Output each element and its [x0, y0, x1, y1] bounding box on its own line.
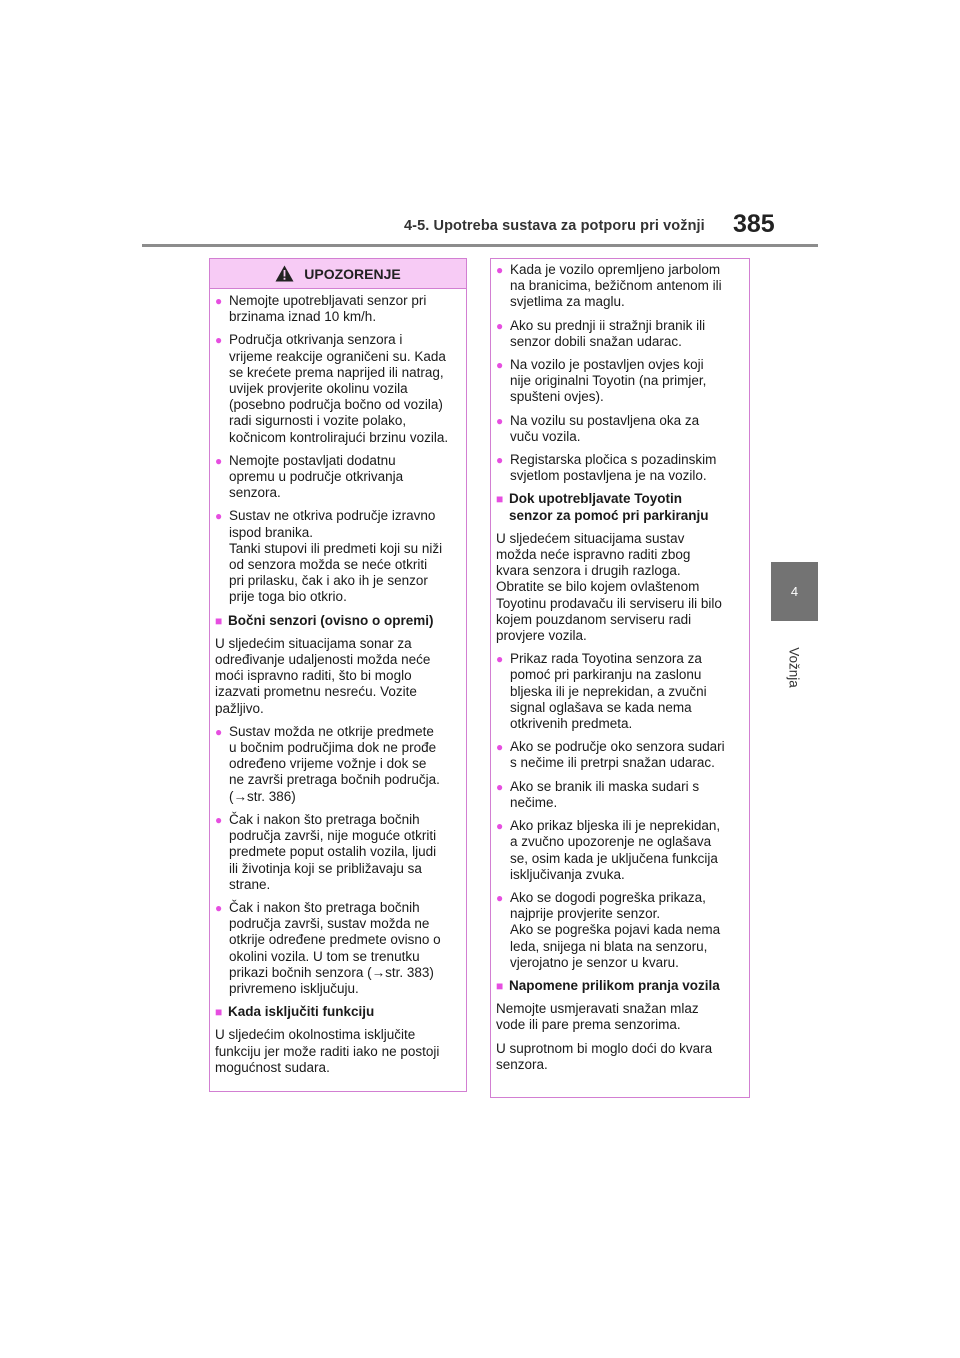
item-text: Registarska pločica s pozadinskim svjetlom postavljena je na vozilo.	[510, 452, 717, 484]
paragraph: U suprotnom bi moglo doći do kvara senzora.	[496, 1040, 713, 1072]
bullet-item	[496, 452, 744, 484]
bullet-dot-icon: ●	[496, 890, 504, 905]
section-heading	[496, 491, 744, 523]
bullet-item	[215, 332, 461, 445]
bullet-item	[496, 357, 744, 406]
item-text: Ako se dogodi pogreška prikaza, najprije provjerite senzor. Ako se pogreška pojavi kada nema leda, snijega ni blata na senzoru, vjerojatno je senzor u kvaru.	[510, 889, 721, 970]
bullet-item	[496, 651, 744, 732]
paragraph: U sljedećim situacijama sonar za određivanje udaljenosti možda neće moći ispravno raditi, što bi moglo izazvati prometnu nesreću. Vozite pažljivo.	[215, 635, 431, 716]
bullet-dot-icon: ●	[496, 318, 504, 333]
item-text: Sustav ne otkriva područje izravno ispod branika. Tanki stupovi ili predmeti koji su niži od senzora možda se neće otkriti pri prilasku, čak i ako ih je senzor prije toga bio otkrio.	[229, 508, 443, 605]
item-text: Sustav možda ne otkrije predmete u bočnim područjima dok ne prođe određeno vrijeme vožnje i dok se ne završi pretraga bočnih područja. (→str. 386)	[229, 723, 440, 804]
bullet-item	[215, 812, 461, 893]
bullet-item	[496, 413, 744, 445]
bullet-dot-icon: ●	[496, 263, 504, 277]
item-text: Dok upotrebljavate Toyotin senzor za pomoć pri parkiranju	[509, 491, 709, 523]
bullet-dot-icon: ●	[215, 509, 223, 524]
item-text: Ako prikaz bljeska ili je neprekidan, a zvučno upozorenje ne oglašava se, osim kada je uključena funkcija isključivanja zvuka.	[510, 818, 721, 882]
section-heading	[215, 613, 461, 629]
header-rule	[142, 244, 818, 247]
bullet-dot-icon: ●	[496, 740, 504, 755]
right-column-box	[490, 258, 750, 1098]
bullet-item	[215, 724, 461, 805]
bullet-dot-icon: ●	[496, 652, 504, 667]
warning-body	[210, 289, 466, 1076]
bullet-item	[496, 779, 744, 811]
warning-box	[209, 258, 467, 1092]
chapter-tab[interactable]	[771, 562, 818, 621]
section-title: 4-5. Upotreba sustava za potporu pri vožnji	[404, 218, 705, 234]
section-heading	[215, 1004, 461, 1020]
bullet-item	[215, 293, 461, 325]
item-text: Čak i nakon što pretraga bočnih područja završi, nije moguće otkriti predmete poput ostalih vozila, ljudi ili životinja koji se približavaju sa strane.	[229, 811, 437, 892]
bullet-dot-icon: ●	[215, 453, 223, 468]
bullet-item	[496, 739, 744, 771]
warning-title: UPOZORENJE	[304, 265, 401, 282]
bullet-dot-icon: ●	[215, 900, 223, 915]
item-text: Nemojte upotrebljavati senzor pri brzinama iznad 10 km/h.	[229, 293, 427, 325]
item-text: Napomene prilikom pranja vozila	[509, 977, 720, 993]
bullet-item	[496, 318, 744, 350]
bullet-dot-icon: ●	[215, 333, 223, 348]
item-text: Čak i nakon što pretraga bočnih područja završi, sustav možda ne otkrije određene predmete ovisno o okolini vozila. U tom se trenutku prikazi bočnih senzora (→str. 383) privremeno isključuju.	[229, 899, 441, 996]
heading-square-icon: ■	[215, 613, 223, 628]
page-number: 385	[733, 210, 775, 238]
chapter-number: 4	[790, 584, 799, 599]
bullet-item	[496, 890, 744, 971]
bullet-dot-icon: ●	[496, 453, 504, 468]
bullet-dot-icon: ●	[496, 779, 504, 794]
item-text: Nemojte postavljati dodatnu opremu u područje otkrivanja senzora.	[229, 452, 404, 501]
bullet-item	[215, 900, 461, 997]
item-text: Prikaz rada Toyotina senzora za pomoć pri parkiranju na zaslonu bljeska ili je neprekidan, a zvučni signal oglašava se kada nema otkrivenih predmeta.	[510, 651, 707, 732]
paragraph: U sljedećem situacijama sustav možda neće ispravno raditi zbog kvara senzora i drugih razloga. Obratite se bilo kojem ovlaštenom Toyotinu prodavaču ili serviseru ili bilo kojem pouzdanom serviseru radi provjere vozila.	[496, 530, 722, 644]
bullet-dot-icon: ●	[496, 819, 504, 834]
bullet-item	[496, 818, 744, 883]
item-text: Na vozilo je postavljen ovjes koji nije originalni Toyotin (na primjer, spušteni ovjes).	[510, 357, 707, 405]
bullet-dot-icon: ●	[215, 724, 223, 739]
bullet-dot-icon: ●	[496, 413, 504, 428]
chapter-label: Vožnja	[786, 647, 802, 688]
bullet-item	[496, 262, 744, 311]
item-text: Ako se branik ili maska sudari s nečime.	[510, 778, 700, 810]
paragraph: U sljedećim okolnostima isključite funkciju jer može raditi iako ne postoji mogućnost sudara.	[215, 1027, 440, 1075]
item-text: Kada isključiti funkciju	[228, 1004, 375, 1020]
item-text: Ako se područje oko senzora sudari s nečime ili pretrpi snažan udarac.	[510, 739, 725, 771]
heading-square-icon: ■	[496, 978, 504, 993]
bullet-dot-icon: ●	[215, 294, 223, 308]
bullet-dot-icon: ●	[496, 358, 504, 373]
bullet-item	[215, 508, 461, 605]
warning-triangle-icon	[275, 265, 294, 282]
heading-square-icon: ■	[496, 492, 504, 507]
item-text: Na vozilu su postavljena oka za vuču vozila.	[510, 412, 700, 444]
item-text: Bočni senzori (ovisno o opremi)	[228, 612, 434, 628]
item-text: Područja otkrivanja senzora i vrijeme reakcije ograničeni su. Kada se krećete prema naprijed ili natrag, uvijek provjerite okolinu vozila (posebno područja bočno od vozila) radi sigurnosti i vozite polako, kočnicom kontrolirajući brzinu vozila.	[229, 332, 449, 445]
item-text: Ako su prednji ii stražnji branik ili senzor dobili snažan udarac.	[510, 317, 706, 349]
bullet-item	[215, 453, 461, 502]
bullet-dot-icon: ●	[215, 812, 223, 827]
item-text: Kada je vozilo opremljeno jarbolom na branicima, bežičnom antenom ili svjetlima za maglu.	[510, 262, 722, 310]
heading-square-icon: ■	[215, 1005, 223, 1020]
section-heading	[496, 978, 744, 994]
paragraph: Nemojte usmjeravati snažan mlaz vode ili pare prema senzorima.	[496, 1001, 699, 1033]
warning-header	[210, 259, 466, 289]
